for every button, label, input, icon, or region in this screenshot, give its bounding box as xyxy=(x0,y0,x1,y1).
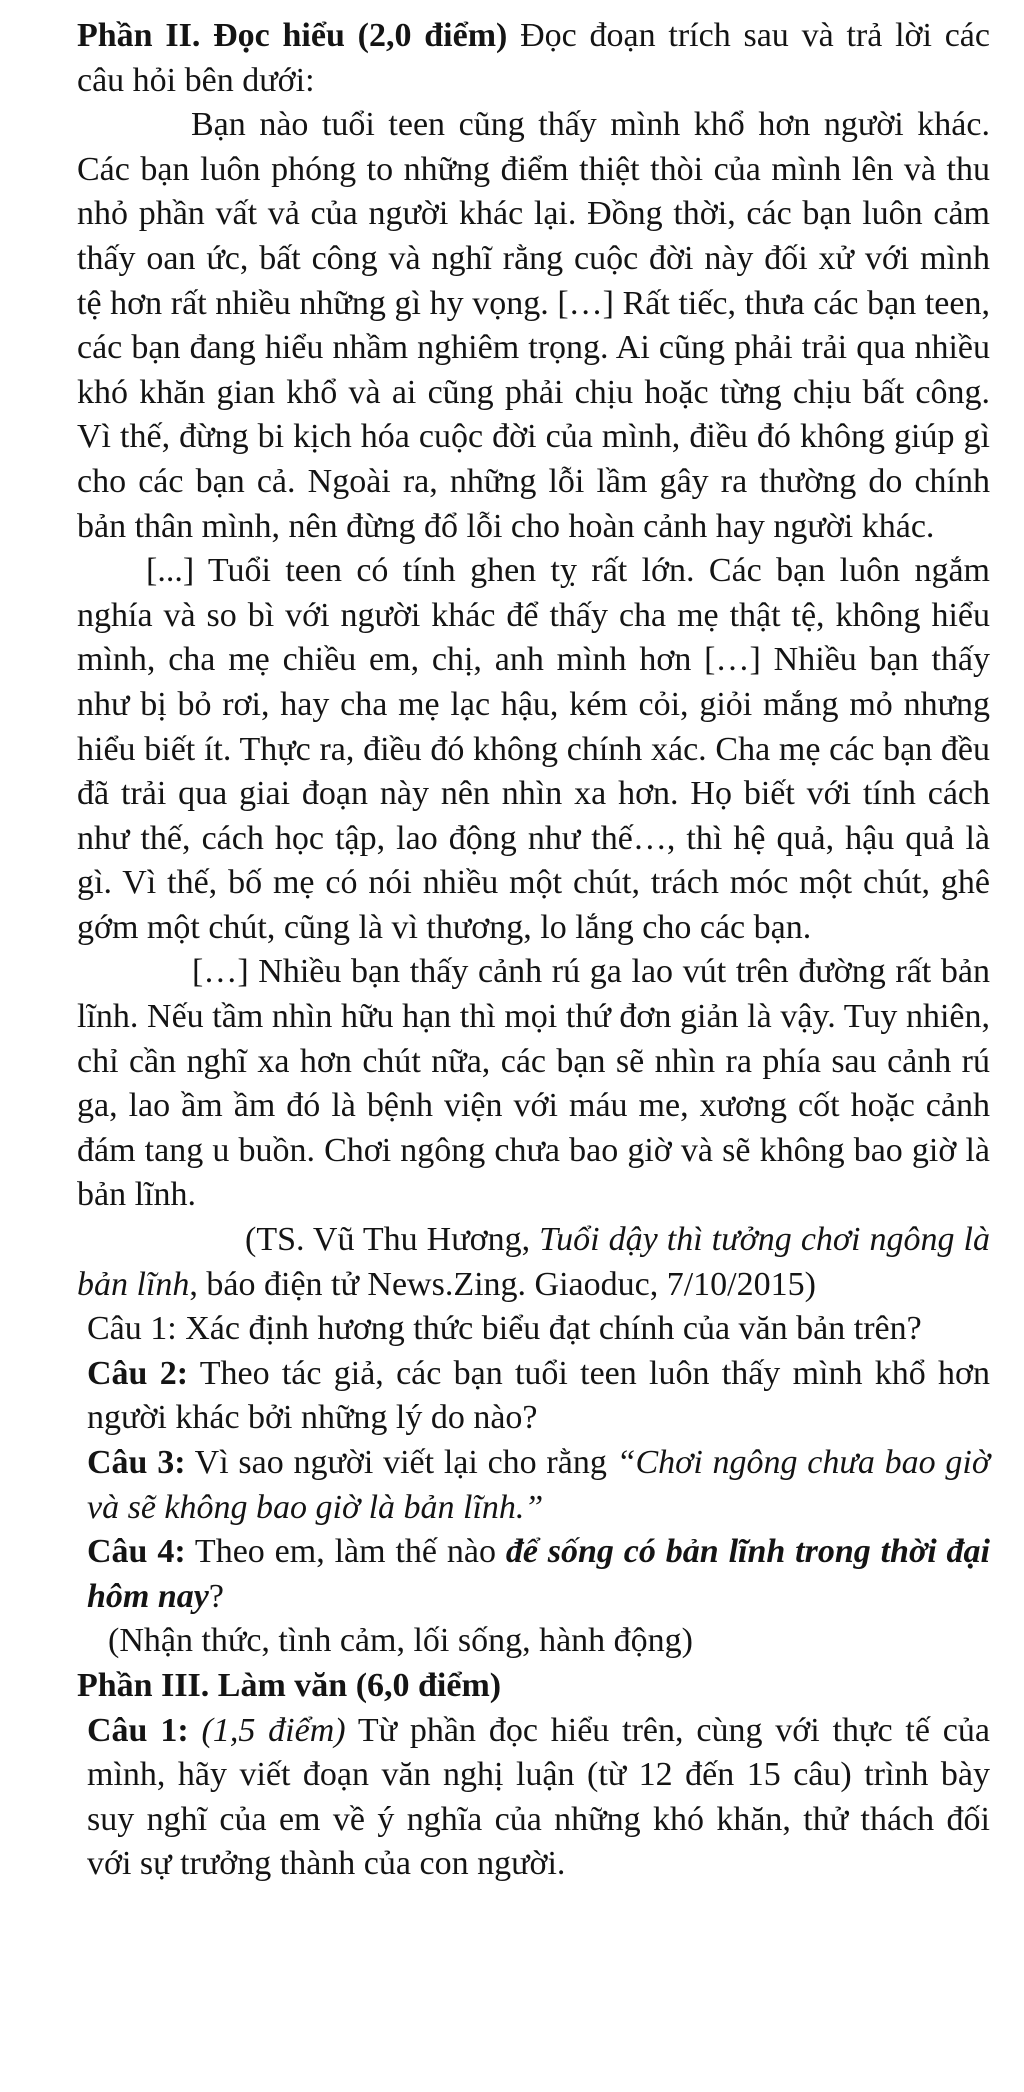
question-4-text: Theo em, làm thế nào xyxy=(185,1533,506,1571)
question-3-label: Câu 3: xyxy=(87,1444,186,1481)
question-4-end: ? xyxy=(208,1577,224,1615)
question-4-emphasis: để sống có bản lĩnh trong thời đại hôm nay xyxy=(87,1533,990,1615)
passage-paragraph-3: […] Nhiều bạn thấy cảnh rú ga lao vút trên đường rất bản lĩnh. Nếu tầm nhìn hữu hạn thì mọi thứ đơn giản là vậy. Tuy nhiên, chỉ cần nghĩ xa hơn chút nữa, các bạn sẽ nhìn ra phía sau cảnh rú ga, lao ầm ầm đó là bệnh viện với máu me, xương cốt hoặc cảnh đám tang u buồn. Chơi ngông chưa bao giờ và sẽ không bao giờ là bản lĩnh. xyxy=(77,953,990,1214)
question-2 xyxy=(87,1352,990,1441)
passage-paragraph-1: Bạn nào tuổi teen cũng thấy mình khổ hơn người khác. Các bạn luôn phóng to những điểm thiệt thòi của mình lên và thu nhỏ phần vất vả của người khác lại. Đồng thời, các bạn luôn cảm thấy oan ức, bất công và nghĩ rằng cuộc đời này đối xử với mình tệ hơn rất nhiều những gì hy vọng. […] Rất tiếc, thưa các bạn teen, các bạn đang hiểu nhầm nghiêm trọng. Ai cũng phải trải qua nhiều khó khăn gian khổ và ai cũng phải chịu hoặc từng chịu bất công. Vì thế, đừng bi kịch hóa cuộc đời của mình, điều đó không giúp gì cho các bạn cả. Ngoài ra, những lỗi lầm gây ra thường do chính bản thân mình, nên đừng đổ lỗi cho hoàn cảnh hay người khác. xyxy=(77,106,990,545)
source-author: (TS. Vũ Thu Hương, xyxy=(245,1221,540,1259)
source-citation xyxy=(77,1218,990,1307)
source-publication: , báo điện tử News.Zing. Giaoduc, 7/10/2015) xyxy=(189,1265,816,1303)
question-3 xyxy=(87,1441,990,1530)
question-4 xyxy=(87,1530,990,1619)
part3-question-1 xyxy=(87,1709,990,1887)
question-4-hint: (Nhận thức, tình cảm, lối sống, hành động) xyxy=(108,1622,693,1660)
question-1: Câu 1: Xác định hương thức biểu đạt chính của văn bản trên? xyxy=(87,1310,922,1348)
question-3-text: Vì sao người viết lại cho rằng xyxy=(185,1444,617,1481)
part3-question-1-label: Câu 1: xyxy=(87,1711,189,1749)
question-4-label: Câu 4: xyxy=(87,1533,186,1571)
question-2-text: Theo tác giả, các bạn tuổi teen luôn thấy mình khổ hơn người khác bởi những lý do nào? xyxy=(87,1354,990,1437)
part3-heading: Phần III. Làm văn (6,0 điểm) xyxy=(77,1666,502,1704)
part2-instruction: Đọc đoạn trích sau và trả lời các câu hỏi bên dưới: xyxy=(77,17,990,99)
passage-paragraph-2: [...] Tuổi teen có tính ghen tỵ rất lớn. Các bạn luôn ngắm nghía và so bì với người khác để thấy cha mẹ thật tệ, không hiểu mình, cha mẹ chiều em, chị, anh mình hơn […] Nhiều bạn thấy như bị bỏ rơi, hay cha mẹ lạc hậu, kém cỏi, giỏi mắng mỏ nhưng hiểu biết ít. Thực ra, điều đó không chính xác. Cha mẹ các bạn đều đã trải qua giai đoạn này nên nhìn xa hơn. Họ biết với tính cách như thế, cách học tập, lao động như thế…, thì hệ quả, hậu quả là gì. Vì thế, bố mẹ có nói nhiều một chút, trách móc một chút, ghê gớm một chút, cũng là vì thương, lo lắng cho các bạn. xyxy=(77,552,990,946)
part2-heading: Phần II. Đọc hiểu (2,0 điểm) xyxy=(77,17,508,54)
part3-question-1-text: Từ phần đọc hiểu trên, cùng với thực tế của mình, hãy viết đoạn văn nghị luận (từ 12 đến 15 câu) trình bày suy nghĩ của em về ý nghĩa của những khó khăn, thử thách đối với sự trưởng thành của con người. xyxy=(87,1711,990,1883)
part3-question-1-points: (1,5 điểm) xyxy=(201,1711,346,1749)
question-2-label: Câu 2: xyxy=(87,1354,189,1392)
source-title: Tuổi dậy thì tưởng chơi ngông là bản lĩnh xyxy=(77,1221,990,1303)
part2-intro xyxy=(77,14,990,103)
question-3-quote: “Chơi ngông chưa bao giờ và sẽ không bao giờ là bản lĩnh.” xyxy=(87,1444,990,1526)
